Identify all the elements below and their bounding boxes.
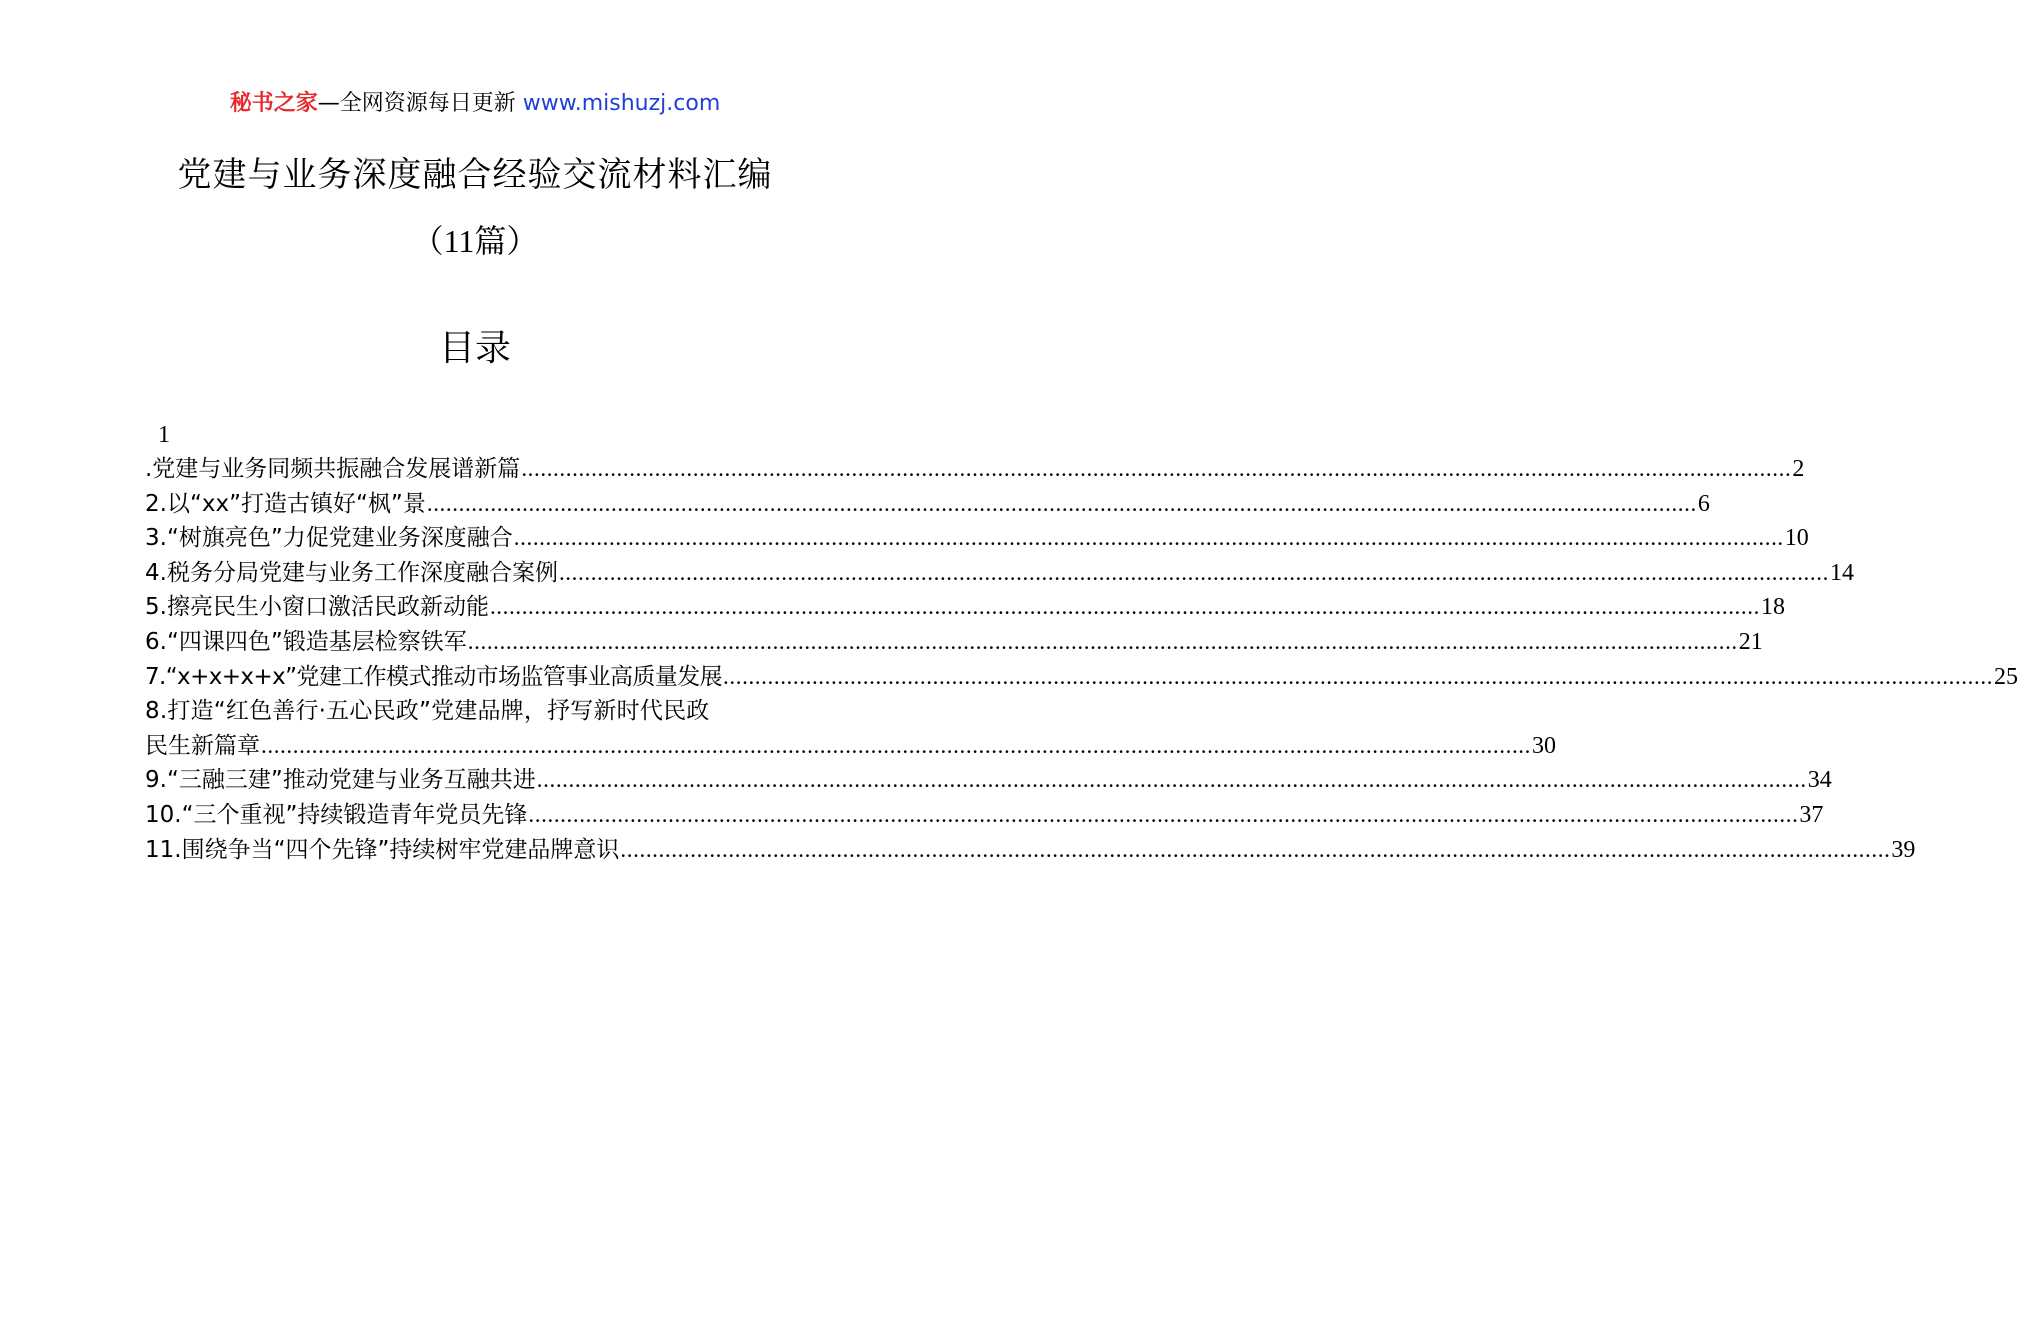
toc-entry[interactable] xyxy=(145,833,1916,868)
toc-entry-page: 10 xyxy=(1784,525,1809,552)
toc-entry-page: 14 xyxy=(1829,559,1854,586)
toc-dot-leader: ........................................................................................................................................................................................................ xyxy=(521,456,1792,481)
toc-entry-title: 4.税务分局党建与业务工作深度融合案例 xyxy=(145,559,558,586)
toc-dot-leader: ........................................................................................................................................................................................................ xyxy=(489,594,1760,620)
toc-entry-title: 10.“三个重视”持续锻造青年党员先锋 xyxy=(145,801,528,828)
toc-entry[interactable] xyxy=(145,625,1763,660)
toc-dot-leader: ........................................................................................................................................................................................................ xyxy=(558,559,1829,585)
site-slogan: —全网资源每日更新 xyxy=(317,91,523,116)
toc-entry-title: .党建与业务同频共振融合发展谱新篇 xyxy=(145,456,521,482)
toc-dot-leader: ........................................................................................................................................................................................................ xyxy=(536,767,1807,793)
site-brand: 秘书之家 xyxy=(229,91,318,116)
subtitle-close: 篇） xyxy=(474,222,539,260)
toc-entry[interactable] xyxy=(145,556,1854,591)
subtitle-open-paren: （ xyxy=(411,222,444,260)
toc-entry-line-2[interactable] xyxy=(145,729,1556,764)
toc-entry-title: 2.以“xx”打造古镇好“枫”景 xyxy=(145,490,426,517)
site-header xyxy=(0,88,950,120)
toc-entry[interactable] xyxy=(145,660,2018,695)
toc-entry-title: 6.“四课四色”锻造基层检察铁军 xyxy=(145,628,467,655)
toc-entry-page: 25 xyxy=(1994,663,2018,690)
toc-entry-page: 37 xyxy=(1799,801,1824,828)
toc-entry[interactable] xyxy=(145,452,1805,487)
toc-entry-title: 9.“三融三建”推动党建与业务互融共进 xyxy=(145,767,536,794)
toc-entry-title: 11.围绕争当“四个先锋”持续树牢党建品牌意识 xyxy=(145,836,620,863)
toc-dot-leader: ........................................................................................................................................................................................................ xyxy=(620,836,1891,862)
site-url-link[interactable]: www.mishuzj.com xyxy=(522,91,721,116)
toc-dot-leader: ........................................................................................................................................................................................................ xyxy=(513,525,1784,551)
toc-entry-page: 2 xyxy=(1792,456,1805,482)
toc-entry-line-1[interactable] xyxy=(145,694,807,729)
toc-heading: 目录 xyxy=(438,328,511,369)
toc-dot-leader: ........................................................................................................................................................................................................ xyxy=(528,801,1799,827)
subtitle-count: 11 xyxy=(443,223,475,259)
toc-dot-leader: ........................................................................................................................................................................................................ xyxy=(426,490,1697,516)
document-title: 党建与业务深度融合经验交流材料汇编 xyxy=(177,155,773,195)
toc-entry[interactable] xyxy=(145,763,1832,798)
toc-entry-title: 8.打造“红色善行·五心民政”党建品牌，抒写新时代民政 xyxy=(145,698,710,725)
toc-entry-page: 18 xyxy=(1760,594,1785,621)
toc-dot-leader: ........................................................................................................................................................................................................ xyxy=(261,732,1531,758)
toc-entry-page: 30 xyxy=(1532,732,1556,759)
toc-entry-title: 5.擦亮民生小窗口激活民政新动能 xyxy=(145,594,489,621)
toc-entry[interactable] xyxy=(145,798,1824,833)
table-of-contents xyxy=(145,452,2018,867)
toc-dot-leader: ........................................................................................................................................................................................................ xyxy=(723,663,1994,689)
toc-dot-leader: ........................................................................................................................................................................................................ xyxy=(467,628,1738,654)
toc-entry[interactable] xyxy=(145,487,1710,522)
toc-entry-page: 34 xyxy=(1807,767,1832,794)
toc-entry-title: 3.“树旗亮色”力促党建业务深度融合 xyxy=(145,525,513,552)
toc-entry[interactable] xyxy=(145,590,1785,625)
toc-entry-page: 6 xyxy=(1697,490,1710,517)
toc-lead-number: 1 xyxy=(158,422,170,448)
document-subtitle xyxy=(0,218,950,264)
toc-entry-title: 7.“x+x+x+x”党建工作模式推动市场监管事业高质量发展 xyxy=(145,663,723,690)
toc-entry-page: 39 xyxy=(1891,836,1916,863)
toc-entry[interactable] xyxy=(145,521,1809,556)
toc-entry-page: 21 xyxy=(1738,628,1763,655)
toc-entry-title-cont: 民生新篇章 xyxy=(145,732,260,759)
